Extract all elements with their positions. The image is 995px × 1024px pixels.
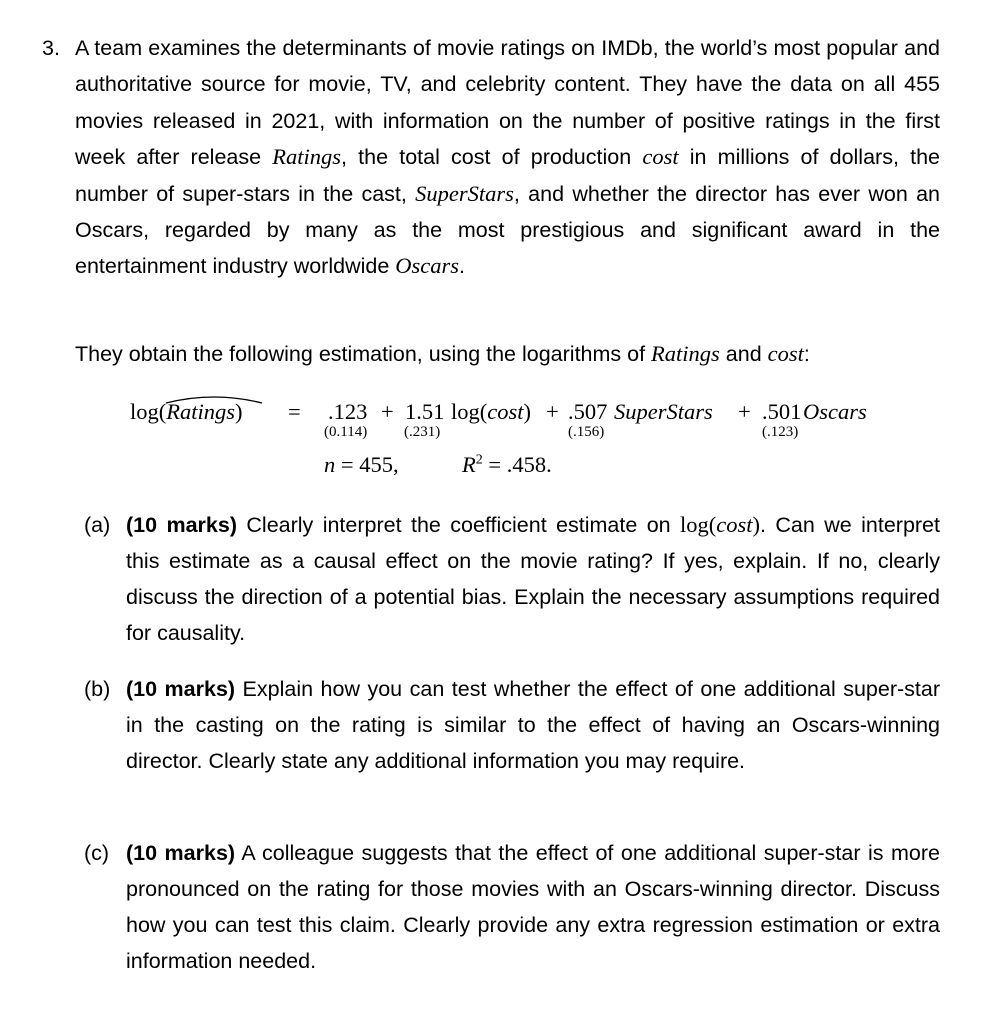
se-intercept: (0.114) <box>324 424 368 440</box>
obtain-text: They obtain the following estimation, using the logarithms of <box>75 342 652 366</box>
term-log: log( <box>451 399 488 424</box>
part-c-label: (c) <box>84 841 110 865</box>
part-b-label: (b) <box>84 677 111 701</box>
coef-superstars: .507 <box>568 399 608 424</box>
obtain-var-ratings: Ratings <box>651 341 720 366</box>
part-c-text <box>126 835 940 979</box>
var-superstars: SuperStars <box>415 180 514 206</box>
part-c-marks: (10 marks) <box>126 841 236 865</box>
lhs-log: log( <box>130 399 167 424</box>
intro-text-3: in millions of dollars, the number of super-stars in the cast, <box>75 145 940 206</box>
n-value: = 455, <box>335 452 399 477</box>
hat-accent <box>164 393 264 405</box>
n-label: n <box>324 452 336 477</box>
part-a-math: log(cost) <box>680 512 761 537</box>
var-cost: cost <box>642 144 679 170</box>
part-c-body: A colleague suggests that the effect of one additional super-star is more pronounced on the rating for those movies with an Oscars-winning director. Discuss how you can test this claim. Clearly provide any extra regression estimation or extra information needed. <box>126 841 940 973</box>
se-superstars: (.156) <box>568 424 605 440</box>
r2-exp: 2 <box>475 452 483 468</box>
r2-label: R <box>462 452 476 477</box>
coef-cost: 1.51 <box>405 399 445 424</box>
part-b-marks: (10 marks) <box>126 677 236 701</box>
intro-text-1: A team examines the determinants of movie ratings on IMDb, the world’s most popular and authoritative source for movie, TV, and celebrity content. They have the data on all 455 movies released in 2021, with information on the number of positive ratings in the first week after release <box>75 36 940 170</box>
part-a-text <box>126 507 940 651</box>
lhs-var: Ratings <box>166 399 236 424</box>
var-oscars: Oscars <box>395 253 460 279</box>
var-oscars-eq: Oscars <box>803 399 867 424</box>
part-b-text <box>126 671 940 779</box>
part-a-text-before: Clearly interpret the coefficient estimate on <box>237 513 681 537</box>
obtain-var-cost: cost <box>767 341 804 366</box>
equals-sign: = <box>288 399 301 424</box>
var-ratings: Ratings <box>272 144 342 170</box>
coef-intercept: .123 <box>328 399 368 424</box>
term-close: ) <box>523 399 531 424</box>
intro-text-4: , and whether the director has ever won an Oscars, regarded by many as the most prestigious and significant award in the entertainment industry worldwide <box>75 181 940 279</box>
intro-text-2: , the total cost of production <box>341 145 643 170</box>
se-cost: (.231) <box>404 424 441 440</box>
lhs-close: ) <box>235 399 243 424</box>
intro-text-5: . <box>459 254 466 279</box>
sample-size <box>324 452 399 478</box>
question-number: 3. <box>42 36 60 60</box>
part-b-body: Explain how you can test whether the effect of one additional super-star in the casting on the rating is similar to the effect of having an Oscars-winning director. Clearly state any additional information you may require. <box>126 677 940 773</box>
plus-2: + <box>546 399 559 424</box>
obtain-end: : <box>803 342 810 366</box>
coef-oscars: .501 <box>762 399 802 424</box>
part-a-marks: (10 marks) <box>126 513 237 537</box>
term-cost-var: cost <box>487 399 524 424</box>
se-oscars: (.123) <box>762 424 799 440</box>
part-a-text-after: . Can we interpret this estimate as a causal effect on the movie rating? If yes, explain. If no, clearly discuss the direction of a potential bias. Explain the necessary assumptions required for causality. <box>126 513 940 645</box>
plus-3: + <box>738 399 751 424</box>
var-superstars-eq: SuperStars <box>614 399 713 424</box>
plus-1: + <box>381 399 394 424</box>
obtain-and: and <box>719 342 768 366</box>
part-a-label: (a) <box>84 513 111 537</box>
question-intro <box>75 30 940 285</box>
estimation-sentence <box>75 336 940 372</box>
r-squared <box>462 452 552 478</box>
r2-value: = .458. <box>482 452 552 477</box>
term-log-cost <box>451 399 531 425</box>
